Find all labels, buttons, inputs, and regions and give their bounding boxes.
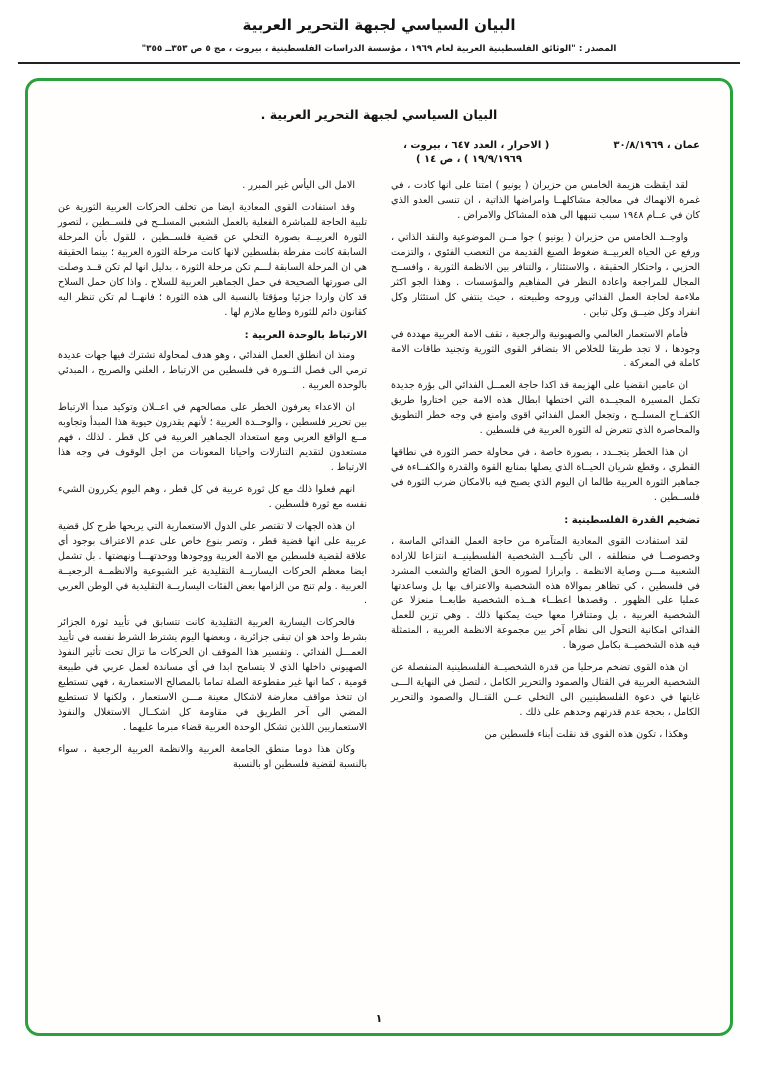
section-heading: الارتباط بالوحدة العربية : bbox=[244, 329, 367, 341]
section-heading: تضخيم القدرة الفلسطينية : bbox=[564, 515, 700, 527]
paragraph: ان الاعداء يعرفون الخطر على مصالحهم في اعــلان وتوكيد مبدأ الارتباط بين تحرير فلسطين ، والوحــدة العربية ؛ لأنهم يقدرون حيوية هذا المبدأ وتجاوبه مــع الواقع العربي ومع استعداد الجماهير العربية في كل قطر . لذلك ، فهم مستعدون لتقديم التنازلات واحيانا المعونات من اجل الوقوف في وجه هذا الارتباط . bbox=[58, 402, 367, 473]
paragraph: ان هذه الجهات لا تقتصر على الدول الاستعمارية التي يربحها طرح كل قضية عربية على انها قضية قطر ، وتصر بنوع خاص على عدم الاعتراف بوجود أي علاقة لقضية فلسطين مع الامة العربية ووجودها ووحدتهـــا ونهضتها . بل تشمل ايضا معظم الحركات اليساريــة التقليدية غير الشيوعية والانظمــة الرجعيــة العربية . ولم تنج من الزامها بعض الفئات اليساريــة التقليدية في الوطن العربي . bbox=[58, 520, 367, 607]
dateline bbox=[58, 140, 700, 165]
paragraph: وكان هذا دوما منطق الجامعة العربية والانظمة العربية الرجعية ، سواء بالنسبة لقضية فلسطين او بالنسبة bbox=[58, 744, 367, 770]
paragraph: ومنذ ان انطلق العمل الفدائي ، وهو هدف لمحاولة تشترك فيها جهات عديدة ترمي الى فصل الثــورة في فلسطين من الارتباط ، العلني والصريح ، المبدئي بالوحدة العربية . bbox=[58, 350, 367, 392]
paragraph: ان هذه القوى تضخم مرحليا من قدرة الشخصيــة الفلسطينية المنفصلة عن الشخصية العربية في القتال والصمود والتحرير الكامل ، لتصل في النهاية الـــى غايتها في دعوة الفلسطينيين الى التخلي عــن القتــال والصمود والتحرير الكامل ، بحجة عدم قدرتهم وحدهم على ذلك . bbox=[391, 662, 700, 719]
column-left bbox=[58, 179, 367, 780]
paragraph: واوجــد الخامس من حزيران ( يونيو ) جوا مــن الموضوعية والنقد الذاتي ، ورفع عن الحياة العربيــة ضغوط الصيغ القديمة من التعصب الفئوي ، والتزمت الحزبي ، واحتكار الحقيقة ، والاستئثار ، والتنافر بين الانظمة الثورية ، وافســح المجال للمراجعة واعادة النظر في المفاهيم والمؤسسات . وهذا الجو اكثر ملاءمة لحاجة العمل الفدائي وروحه وطبيعته ، حيث ينتفي كل استئثار وكل انفراد وكل ضيــق وكل تباين . bbox=[391, 231, 700, 318]
page-header bbox=[0, 16, 758, 64]
paragraph: فأمام الاستعمار العالمي والصهيونية والرجعية ، تقف الامة العربية مهددة في وجودها ، لا تجد طريقا للخلاص الا بتضافر القوى الثورية وتجنيد طاقات الامة كاملة في المعركة . bbox=[391, 328, 700, 370]
document-frame bbox=[25, 78, 733, 1036]
text-columns bbox=[58, 179, 700, 780]
paragraph: فالحركات اليسارية العربية التقليدية كانت تتسابق في تأييد ثورة الجزائر بشرط واحد هو ان تبقى جزائرية ، وبعضها اليوم يشترط الشرط نفسه في تأييد العمـــل الفدائي . وتفسير هذا الموقف ان الحركات ما تزال تحت تأثير النفوذ الصهيوني داخلها الذي لا يتسامح ابدا في أي مساندة لعمل عربي في طبيعة قومية ، كما انها غير مقطوعة الصلة تماما بالمصالح الاستعمارية ، فهي تستطيع ان تتخذ مواقف معارضة لاشكال معينة مـــن الاستعمار ، ولكنها لا تستطيع المضي الى آخر الطريق في مقاومة كل اشكــال الاستغلال والنفوذ الاستعماريين اللذين تشكل الوحدة العربية قضاء مبرما عليهما . bbox=[58, 617, 367, 734]
paragraph: لقد ايقظت هزيمة الخامس من حزيران ( يونيو ) امتنا على انها كادت ، في غمرة الانهماك في معالجة مشاكلهــا وامراضها الذاتية ، ان تنسى العدو الذي كان في عــام ١٩٤٨ سبب تنبهها الى هذه المشاكل والامراض . bbox=[391, 180, 700, 221]
paragraph: وقد استفادت القوى المعادية ايضا من تخلف الحركات العربية الثورية عن تلبية الحاجة للمباشرة الفعلية بالعمل الشعبي المسلــح في فلســطين ، لتصور الثورة العربيــة بصورة التخلي عن قضية فلســطين ، للقول بأن المرحلة السابقة كانت مفرطة بفلسطين لانها كانت مرحلة الثورة العربية ؛ بينما الحقيقة هي ان المرحلة السابقة لـــم تكن مرحلة الثورة ، بدليل انها لم تكن قــد وصلت الى صورتها الصحيحة في حمل الجماهير العربية للسلاح . واذا كان حمل السلاح قد كان واردا جزئيا ومؤقتا بالنسبة الى هذه الثورة ؛ فانهــا لم تكن تنظر اليه كقانون دائم للثورة وطابع ملازم لها . bbox=[58, 201, 367, 318]
paragraph: وهكذا ، تكون هذه القوى قد نقلت أبناء فلسطين من bbox=[484, 729, 688, 741]
paragraph: لقد استفادت القوى المعادية المتآمرة من حاجة العمل الفدائي الماسة ، وخصوصــا في منطلقه ، الى تأكيــد الشخصية الفلسطينيــة انتزاعا للارادة الشعبية مـــن وصاية الانظمة . وابرازا لصورة الحق الضائع والشعب المشرد في فلسطين ، كي تظاهر بموالاة هذه الشخصية والاعتراف بها بل وساعدتها عمليا على الظهور . وقصدها اعطــاء هــذه الشخصية طابعــا منعزلا عن الشخصية العربية ، بل ومتنافرا معها حيث يمكنها ذلك . وهي تزين للعمل الفدائي امكانية التحول الى نظام آخر بين مجموعة الانظمة العربية ، المتمثلة فيه هذه الشخصيــة بكامل صورها . bbox=[391, 535, 700, 652]
paragraph: ان عامين انقضيا على الهزيمة قد اكدا حاجة العمــل الفدائي الى بؤرة جديدة تكمل المسيرة المجيــدة التي اختطها ابطال هذه الامة حين اختاروا طريق الكفــاح المسلــح ، وتجعل العمل الفدائي اقوى وامنع في وجه خطر التطويق والمحاصرة الذي تتعرض له الثورة العربية في فلسطين . bbox=[391, 380, 700, 437]
paragraph: الامل الى اليأس غير المبرر . bbox=[242, 180, 355, 191]
source-line: المصدر : "الوثائق الفلسطينية العربية لعام ١٩٦٩ ، مؤسسة الدراسات الفلسطينية ، بيروت ، مج ٥ ص ٣٥٣ــ ٣٥٥" bbox=[141, 44, 617, 54]
dateline-line1 bbox=[58, 140, 700, 151]
dateline-publication: ( الاحرار ، العدد ٦٤٧ ، بيروت ، bbox=[403, 140, 550, 151]
header-divider bbox=[18, 62, 740, 64]
page-number: ١ bbox=[375, 1012, 383, 1025]
page-title: البيان السياسي لجبهة التحرير العربية bbox=[242, 16, 516, 34]
dateline-line2: ١٩/٩/١٩٦٩ ) ، ص ١٤ ) bbox=[415, 154, 522, 165]
document-title: البيان السياسي لجبهة التحرير العربية . bbox=[260, 107, 498, 122]
paragraph: ان هذا الخطر يتجــدد ، بصورة خاصة ، في محاولة حصر الثورة في نطاقها القطري ، وقطع شريان الحيــاة الذي يصلها بمنابع القوة والقدرة والكفــاءة في جماهير الثورة العربية طالما ان اليوم الذي يصبح فيه بالامكان ضرب الثورة في فلســطين . bbox=[391, 447, 700, 504]
column-right bbox=[391, 179, 700, 780]
paragraph: انهم فعلوا ذلك مع كل ثورة عربية في كل قطر ، وهم اليوم يكررون الشيء نفسه مع ثورة فلسطين . bbox=[58, 483, 367, 510]
dateline-city-date: عمان ، ٣٠/٨/١٩٦٩ bbox=[613, 140, 700, 151]
